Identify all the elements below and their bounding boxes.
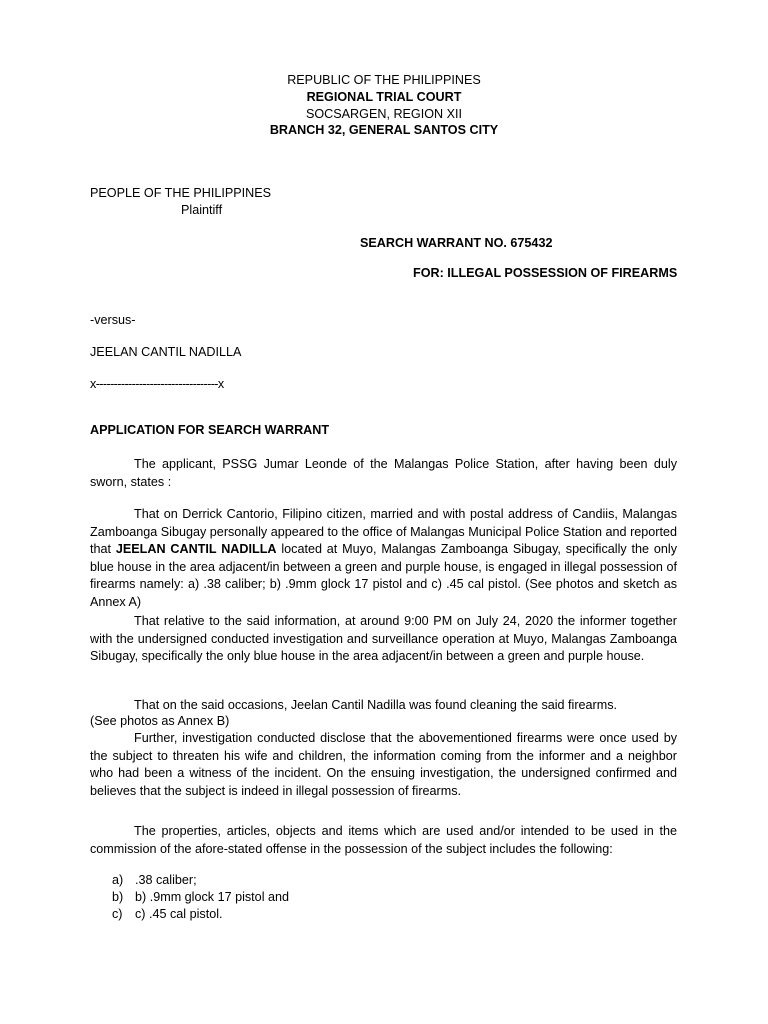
- plaintiff-role: Plaintiff: [181, 203, 223, 217]
- versus-label: -versus-: [90, 313, 136, 327]
- paragraph-report-text-1: That on Derrick Cantorio, Filipino citizen, married and with postal address of Candiis, Malangas Zamboanga Sibugay personally appeared to the office of Malangas Municipal Police Station and reported that: [90, 507, 677, 557]
- header-court: REGIONAL TRIAL COURT: [306, 90, 462, 104]
- header-branch: BRANCH 32, GENERAL SANTOS CITY: [269, 123, 499, 137]
- list-item-text: c) .45 cal pistol.: [135, 907, 223, 921]
- paragraph-properties: The properties, articles, objects and items which are used and/or intended to be used in the commission of the afore-stated offense in the possession of the subject includes the following:: [90, 824, 677, 856]
- caption-separator: x----------------------------------x: [90, 377, 224, 391]
- offense-label: FOR: ILLEGAL POSSESSION OF FIREARMS: [413, 266, 678, 280]
- defendant-name: JEELAN CANTIL NADILLA: [90, 345, 242, 359]
- header-region: SOCSARGEN, REGION XII: [305, 107, 463, 121]
- document-title: APPLICATION FOR SEARCH WARRANT: [90, 423, 330, 437]
- paragraph-occasion-annex: (See photos as Annex B): [90, 714, 230, 728]
- paragraph-applicant: The applicant, PSSG Jumar Leonde of the Malangas Police Station, after having been duly sworn, states :: [90, 457, 677, 489]
- list-marker: c): [112, 907, 123, 921]
- plaintiff-name: PEOPLE OF THE PHILIPPINES: [90, 186, 272, 200]
- list-marker: a): [112, 873, 124, 887]
- paragraph-report-text-2: located at Muyo, Malangas Zamboanga Sibugay, specifically the only blue house in the area adjacent/in between a green and purple house, is engaged in illegal possession of firearms namely: a) .38 caliber; b) .9mm glock 17 pistol and c) .45 cal pistol. (See photos and sketch as Annex A): [90, 542, 677, 609]
- paragraph-investigation: Further, investigation conducted disclose that the abovementioned firearms were once used by the subject to threaten his wife and children, the information coming from the informer and a neighbor who had been a witness of the incident. On the ensuing investigation, the undersigned confirmed and believes that the subject is indeed in illegal possession of firearms.: [90, 731, 677, 798]
- paragraph-surveillance: That relative to the said information, at around 9:00 PM on July 24, 2020 the informer together with the undersigned conducted investigation and surveillance operation at Muyo, Malangas Zamboanga Sibugay, specifically the only blue house in the area adjacent/in between a green and purple house.: [90, 614, 677, 664]
- list-marker: b): [112, 890, 124, 904]
- warrant-number: SEARCH WARRANT NO. 675432: [360, 236, 553, 250]
- list-item-text: b) .9mm glock 17 pistol and: [135, 890, 289, 904]
- header-republic: REPUBLIC OF THE PHILIPPINES: [287, 73, 481, 87]
- subject-name: JEELAN CANTIL NADILLA: [115, 542, 277, 557]
- list-item-text: .38 caliber;: [135, 873, 197, 887]
- paragraph-report: [90, 506, 677, 612]
- paragraph-occasion: That on the said occasions, Jeelan Cantil Nadilla was found cleaning the said firearms.: [134, 698, 618, 712]
